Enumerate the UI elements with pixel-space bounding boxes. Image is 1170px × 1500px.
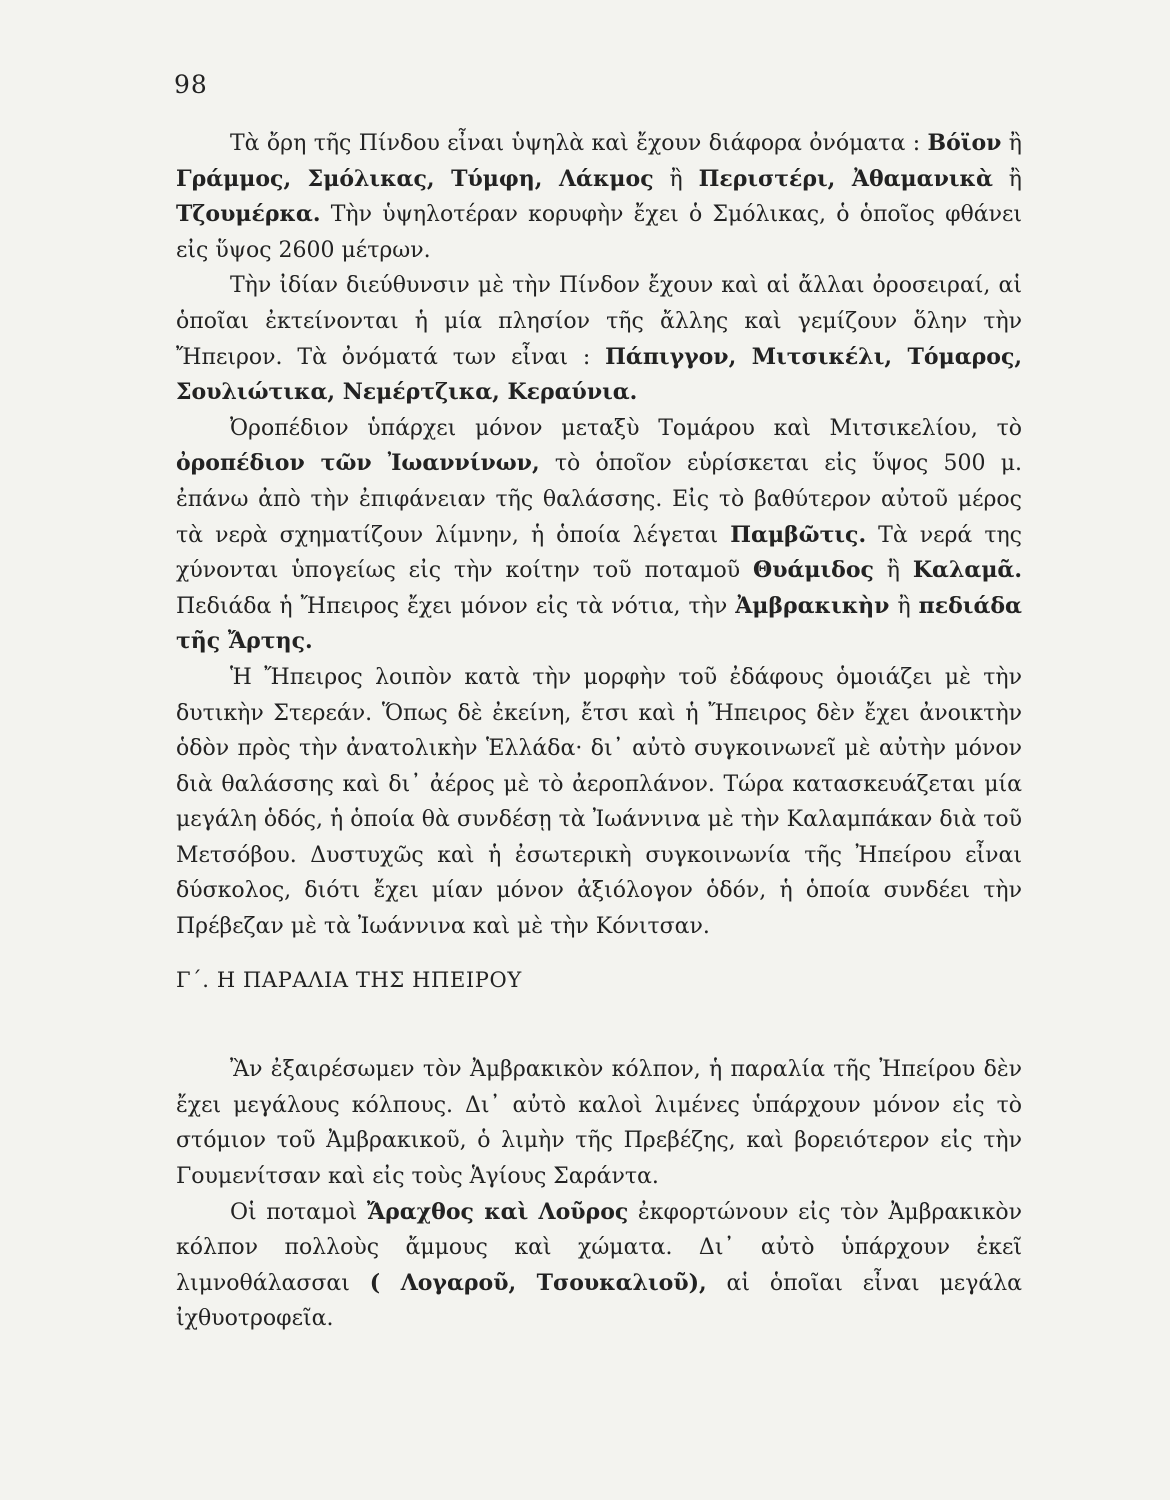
text-segment: ἢ bbox=[873, 558, 913, 584]
text-segment: Τὴν ὑψηλοτέραν κορυφὴν ἔχει ὁ Σμόλικας, ὁ ὁποῖος φθάνει εἰς ὕψος 2600 μέτρων. bbox=[176, 202, 1022, 263]
paragraph bbox=[176, 126, 1022, 268]
bold-term: ὀροπέδιον τῶν Ἰωαννίνων, bbox=[176, 450, 540, 477]
text-segment: ἐκφορτώνουν εἰς τὸν Ἀμβρακικὸν κόλπον πολλοὺς ἄμμους καὶ χώματα. Δι᾽ αὐτὸ ὑπάρχουν ἐκεῖ λιμνοθάλασσαι bbox=[176, 1199, 1022, 1296]
bold-term: Γράμμος, Σμόλικας, Τύμφη, Λάκμος bbox=[176, 165, 654, 192]
bold-term: Πάπιγγον, Μιτσικέλι, Τόμαρος, Σουλιώτικα, Νεμέρτζικα, Κεραύνια. bbox=[176, 343, 1022, 406]
text-segment: ἢ bbox=[889, 593, 919, 619]
text-segment: τὸ ὁποῖον εὑρίσκεται εἰς ὕψος 500 μ. ἐπάνω ἀπὸ τὴν ἐπιφάνειαν τῆς θαλάσσης. Εἰς τὸ βαθύτερον αὐτοῦ μέρος τὰ νερὰ σχηματίζουν λίμνην, ἡ ὁποία λέγεται bbox=[176, 451, 1022, 548]
text-segment: ἢ bbox=[653, 166, 699, 192]
page-number: 98 bbox=[174, 70, 208, 99]
paragraph bbox=[176, 1195, 1022, 1337]
paragraph bbox=[176, 660, 1022, 945]
text-segment: Ἡ Ἤπειρος λοιπὸν κατὰ τὴν μορφὴν τοῦ ἐδάφους ὁμοιάζει μὲ τὴν δυτικὴν Στερεάν. Ὅπως δὲ ἐκείνη, ἔτσι καὶ ἡ Ἤπειρος δὲν ἔχει ἀνοικτὴν ὁδὸν πρὸς τὴν ἀνατολικὴν Ἑλλάδα· δι᾽ αὐτὸ συγκοινωνεῖ μὲ αὐτὴν μόνον διὰ θαλάσσης καὶ δι᾽ ἀέρος μὲ τὸ ἀεροπλάνον. Τώρα κατασκευάζεται μία μεγάλη ὁδός, ἡ ὁποία θὰ συνδέσῃ τὰ Ἰωάννινα μὲ τὴν Καλαμπάκαν διὰ τοῦ Μετσόβου. Δυστυχῶς καὶ ἡ ἐσωτερικὴ συγκοινωνία τῆς Ἠπείρου εἶναι δύσκολος, διότι ἔχει μίαν μόνον ἀξιόλογον ὁδόν, ἡ ὁποία συνδέει τὴν Πρέβεζαν μὲ τὰ Ἰωάννινα καὶ μὲ τὴν Κόνιτσαν. bbox=[176, 664, 1022, 940]
bold-term: Τζουμέρκα. bbox=[176, 201, 321, 228]
text-segment: Τὰ ὄρη τῆς Πίνδου εἶναι ὑψηλὰ καὶ ἔχουν διάφορα ὀνόματα : bbox=[230, 131, 928, 156]
bold-term: Θυάμιδος bbox=[753, 557, 874, 584]
text-segment: Πεδιάδα ἡ Ἤπειρος ἔχει μόνον εἰς τὰ νότια, τὴν bbox=[176, 593, 736, 619]
bold-term: πεδιάδα τῆς Ἄρτης. bbox=[176, 592, 1022, 655]
text-segment: Τὴν ἰδίαν διεύθυνσιν μὲ τὴν Πίνδον ἔχουν καὶ αἱ ἄλλαι ὀροσειραί, αἱ ὁποῖαι ἐκτείνονται ἡ μία πλησίον τῆς ἄλλης καὶ γεμίζουν ὅλην τὴν Ἤπειρον. Τὰ ὀνόματά των εἶναι : bbox=[176, 273, 1022, 370]
bold-term: ( Λογαροῦ, Τσουκαλιοῦ), bbox=[369, 1269, 707, 1296]
bold-term: Περιστέρι, Ἀθαμανικὰ bbox=[698, 165, 993, 192]
bold-term: Βόϊον bbox=[927, 130, 1002, 156]
paragraph bbox=[176, 411, 1022, 660]
bold-term: Παμβῶτις. bbox=[730, 521, 867, 548]
text-segment: Ἂν ἐξαιρέσωμεν τὸν Ἀμβρακικὸν κόλπον, ἡ παραλία τῆς Ἠπείρου δὲν ἔχει μεγάλους κόλπους. Δι᾽ αὐτὸ καλοὶ λιμένες ὑπάρχουν μόνον εἰς τὸ στόμιον τοῦ Ἀμβρακικοῦ, ὁ λιμὴν τῆς Πρεβέζης, καὶ βορειότερον εἰς τὴν Γουμενίτσαν καὶ εἰς τοὺς Ἁγίους Σαράντα. bbox=[176, 1057, 1022, 1190]
text-segment: ἢ bbox=[992, 166, 1022, 192]
bold-term: Ἀμβρακικὴν bbox=[735, 592, 890, 619]
text-segment: αἱ ὁποῖαι εἶναι μεγάλα ἰχθυοτροφεῖα. bbox=[176, 1270, 1022, 1332]
bold-term: Καλαμᾶ. bbox=[912, 557, 1023, 584]
text-segment: Οἱ ποταμοὶ bbox=[230, 1199, 367, 1225]
text-segment: Ὀροπέδιον ὑπάρχει μόνον μεταξὺ Τομάρου καὶ Μιτσικελίου, τὸ bbox=[230, 415, 1022, 441]
bold-term: Ἄραχθος καὶ Λοῦρος bbox=[366, 1198, 629, 1225]
section-heading: Γ΄. Η ΠΑΡΑΛΙΑ ΤΗΣ ΗΠΕΙΡΟΥ bbox=[176, 967, 522, 992]
page-text bbox=[176, 126, 1022, 1337]
paragraph bbox=[176, 268, 1022, 410]
text-segment: ἢ bbox=[1001, 131, 1022, 156]
paragraph bbox=[176, 1052, 1022, 1194]
text-segment: Τὰ νερά της χύνονται ὑπογείως εἰς τὴν κοίτην τοῦ ποταμοῦ bbox=[176, 522, 1022, 584]
